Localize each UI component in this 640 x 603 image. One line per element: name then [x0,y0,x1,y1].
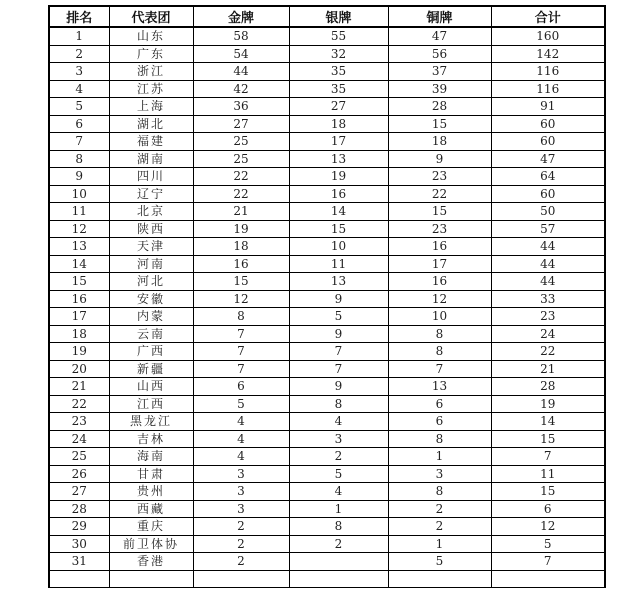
cell-team: 安徽 [109,290,193,308]
cell-team: 新疆 [109,360,193,378]
cell-gold: 16 [193,255,289,273]
cell-rank: 18 [49,325,109,343]
cell-total: 24 [491,325,605,343]
cell-team: 甘肃 [109,465,193,483]
cell-bronze: 16 [388,238,491,256]
cell-team [109,570,193,588]
cell-bronze: 56 [388,45,491,63]
cell-silver: 9 [289,325,388,343]
cell-rank: 31 [49,553,109,571]
cell-silver: 3 [289,430,388,448]
cell-total: 28 [491,378,605,396]
cell-bronze: 1 [388,448,491,466]
cell-bronze: 5 [388,553,491,571]
cell-rank: 7 [49,133,109,151]
cell-rank: 24 [49,430,109,448]
cell-team: 贵州 [109,483,193,501]
cell-total: 60 [491,115,605,133]
cell-gold: 44 [193,63,289,81]
cell-gold: 4 [193,448,289,466]
header-gold: 金牌 [193,6,289,27]
cell-gold: 3 [193,500,289,518]
cell-bronze: 3 [388,465,491,483]
cell-rank: 2 [49,45,109,63]
cell-gold: 2 [193,518,289,536]
table-row [49,518,605,536]
cell-silver: 9 [289,378,388,396]
cell-bronze: 16 [388,273,491,291]
table-row [49,98,605,116]
cell-rank: 22 [49,395,109,413]
cell-team: 河北 [109,273,193,291]
cell-total: 142 [491,45,605,63]
cell-team: 北京 [109,203,193,221]
cell-bronze: 39 [388,80,491,98]
cell-gold: 25 [193,150,289,168]
cell-bronze: 8 [388,430,491,448]
table-row [49,413,605,431]
cell-team: 重庆 [109,518,193,536]
cell-rank: 8 [49,150,109,168]
table-row [49,168,605,186]
cell-team: 上海 [109,98,193,116]
table-row [49,535,605,553]
cell-total: 64 [491,168,605,186]
cell-silver: 18 [289,115,388,133]
cell-rank: 25 [49,448,109,466]
table-row [49,325,605,343]
cell-gold [193,570,289,588]
cell-team: 前卫体协 [109,535,193,553]
table-row [49,430,605,448]
table-row [49,360,605,378]
cell-total: 7 [491,553,605,571]
table-row [49,203,605,221]
table-row [49,80,605,98]
table-row [49,395,605,413]
cell-silver: 1 [289,500,388,518]
cell-total: 44 [491,238,605,256]
cell-gold: 42 [193,80,289,98]
cell-team: 吉林 [109,430,193,448]
table-row [49,185,605,203]
cell-silver: 32 [289,45,388,63]
cell-total [491,570,605,588]
cell-gold: 58 [193,27,289,45]
cell-total: 44 [491,273,605,291]
cell-bronze: 23 [388,168,491,186]
cell-team: 河南 [109,255,193,273]
cell-silver: 2 [289,535,388,553]
table-row [49,27,605,45]
cell-team: 海南 [109,448,193,466]
cell-total: 14 [491,413,605,431]
cell-silver: 15 [289,220,388,238]
cell-rank: 13 [49,238,109,256]
cell-bronze: 47 [388,27,491,45]
cell-silver: 10 [289,238,388,256]
cell-total: 12 [491,518,605,536]
header-silver: 银牌 [289,6,388,27]
cell-silver: 5 [289,465,388,483]
cell-bronze: 17 [388,255,491,273]
cell-rank: 1 [49,27,109,45]
cell-total: 91 [491,98,605,116]
cell-silver [289,553,388,571]
cell-bronze: 1 [388,535,491,553]
table-row [49,553,605,571]
cell-silver: 17 [289,133,388,151]
medal-table-container [48,5,606,588]
table-body [49,27,605,588]
cell-total: 116 [491,80,605,98]
cell-bronze: 2 [388,500,491,518]
table-row [49,308,605,326]
cell-silver: 4 [289,413,388,431]
cell-team: 西藏 [109,500,193,518]
cell-rank: 12 [49,220,109,238]
table-row [49,220,605,238]
cell-gold: 2 [193,553,289,571]
cell-bronze: 37 [388,63,491,81]
cell-total: 116 [491,63,605,81]
cell-team: 香港 [109,553,193,571]
cell-rank: 28 [49,500,109,518]
cell-silver: 14 [289,203,388,221]
table-row [49,343,605,361]
cell-rank: 9 [49,168,109,186]
table-row [49,45,605,63]
cell-gold: 4 [193,430,289,448]
cell-bronze: 12 [388,290,491,308]
cell-bronze: 28 [388,98,491,116]
cell-total: 22 [491,343,605,361]
cell-rank: 14 [49,255,109,273]
cell-silver: 8 [289,518,388,536]
cell-bronze: 8 [388,343,491,361]
cell-silver: 19 [289,168,388,186]
table-row [49,273,605,291]
cell-silver: 13 [289,150,388,168]
cell-team: 江苏 [109,80,193,98]
cell-gold: 2 [193,535,289,553]
cell-total: 21 [491,360,605,378]
cell-gold: 8 [193,308,289,326]
cell-total: 57 [491,220,605,238]
cell-bronze: 10 [388,308,491,326]
cell-gold: 3 [193,465,289,483]
cell-gold: 25 [193,133,289,151]
cell-bronze: 6 [388,413,491,431]
table-row [49,378,605,396]
cell-bronze: 8 [388,483,491,501]
table-row [49,238,605,256]
cell-bronze: 18 [388,133,491,151]
cell-team: 山东 [109,27,193,45]
table-row [49,255,605,273]
table-row [49,290,605,308]
cell-total: 6 [491,500,605,518]
cell-team: 广东 [109,45,193,63]
cell-silver: 9 [289,290,388,308]
cell-total: 44 [491,255,605,273]
table-row [49,150,605,168]
cell-gold: 54 [193,45,289,63]
cell-bronze: 2 [388,518,491,536]
cell-rank: 27 [49,483,109,501]
header-rank: 排名 [49,6,109,27]
cell-silver: 13 [289,273,388,291]
cell-rank: 4 [49,80,109,98]
cell-team: 陕西 [109,220,193,238]
cell-rank: 29 [49,518,109,536]
cell-gold: 4 [193,413,289,431]
cell-gold: 21 [193,203,289,221]
cell-rank: 30 [49,535,109,553]
cell-total: 23 [491,308,605,326]
cell-bronze: 8 [388,325,491,343]
cell-team: 四川 [109,168,193,186]
cell-silver: 2 [289,448,388,466]
cell-total: 11 [491,465,605,483]
cell-bronze: 23 [388,220,491,238]
cell-rank: 23 [49,413,109,431]
cell-bronze: 22 [388,185,491,203]
cell-silver: 27 [289,98,388,116]
header-row [49,6,605,27]
table-row [49,500,605,518]
cell-silver: 55 [289,27,388,45]
table-row [49,115,605,133]
cell-rank: 15 [49,273,109,291]
table-row [49,63,605,81]
cell-bronze: 6 [388,395,491,413]
cell-bronze [388,570,491,588]
cell-bronze: 13 [388,378,491,396]
table-row [49,570,605,588]
cell-gold: 6 [193,378,289,396]
cell-rank: 6 [49,115,109,133]
cell-gold: 22 [193,185,289,203]
cell-rank: 21 [49,378,109,396]
cell-total: 60 [491,185,605,203]
cell-rank: 20 [49,360,109,378]
cell-silver: 35 [289,80,388,98]
cell-total: 47 [491,150,605,168]
cell-gold: 18 [193,238,289,256]
cell-silver: 35 [289,63,388,81]
cell-gold: 19 [193,220,289,238]
cell-rank [49,570,109,588]
cell-silver: 7 [289,343,388,361]
cell-gold: 22 [193,168,289,186]
cell-team: 内蒙 [109,308,193,326]
cell-total: 5 [491,535,605,553]
header-total: 合计 [491,6,605,27]
cell-gold: 7 [193,343,289,361]
table-row [49,483,605,501]
cell-gold: 15 [193,273,289,291]
cell-team: 黑龙江 [109,413,193,431]
medal-table [48,5,606,588]
cell-rank: 26 [49,465,109,483]
cell-rank: 10 [49,185,109,203]
table-row [49,465,605,483]
cell-silver: 11 [289,255,388,273]
cell-silver: 8 [289,395,388,413]
header-bronze: 铜牌 [388,6,491,27]
cell-total: 50 [491,203,605,221]
cell-rank: 5 [49,98,109,116]
cell-gold: 3 [193,483,289,501]
cell-gold: 27 [193,115,289,133]
cell-silver [289,570,388,588]
cell-team: 湖北 [109,115,193,133]
cell-team: 云南 [109,325,193,343]
cell-team: 湖南 [109,150,193,168]
cell-rank: 16 [49,290,109,308]
cell-silver: 16 [289,185,388,203]
cell-team: 江西 [109,395,193,413]
cell-total: 33 [491,290,605,308]
cell-rank: 19 [49,343,109,361]
cell-rank: 17 [49,308,109,326]
cell-bronze: 15 [388,203,491,221]
cell-team: 山西 [109,378,193,396]
cell-gold: 36 [193,98,289,116]
cell-rank: 11 [49,203,109,221]
cell-total: 15 [491,483,605,501]
cell-gold: 12 [193,290,289,308]
table-row [49,448,605,466]
cell-total: 60 [491,133,605,151]
cell-bronze: 15 [388,115,491,133]
cell-team: 福建 [109,133,193,151]
cell-total: 15 [491,430,605,448]
cell-gold: 7 [193,360,289,378]
cell-total: 19 [491,395,605,413]
cell-total: 7 [491,448,605,466]
cell-rank: 3 [49,63,109,81]
cell-silver: 5 [289,308,388,326]
cell-gold: 7 [193,325,289,343]
cell-silver: 7 [289,360,388,378]
cell-team: 天津 [109,238,193,256]
header-team: 代表团 [109,6,193,27]
cell-team: 浙江 [109,63,193,81]
cell-bronze: 9 [388,150,491,168]
cell-bronze: 7 [388,360,491,378]
cell-team: 辽宁 [109,185,193,203]
cell-silver: 4 [289,483,388,501]
cell-total: 160 [491,27,605,45]
cell-gold: 5 [193,395,289,413]
cell-team: 广西 [109,343,193,361]
table-row [49,133,605,151]
